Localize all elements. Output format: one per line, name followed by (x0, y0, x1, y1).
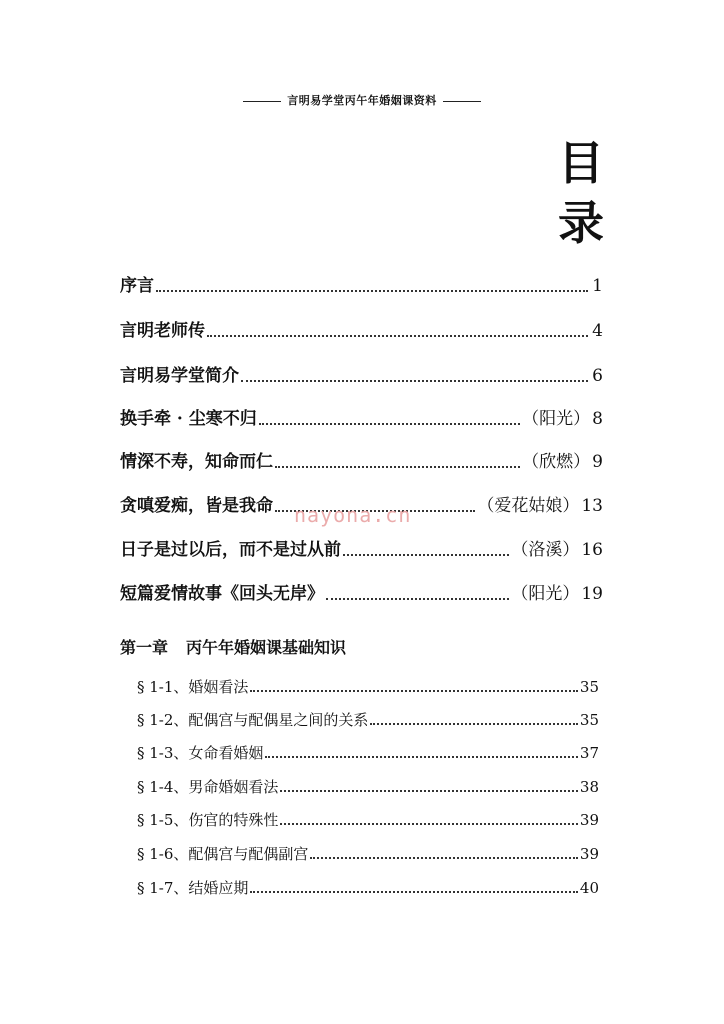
toc-entry-label: 言明易学堂简介 (120, 366, 239, 386)
toc-entry-page: 6 (592, 366, 603, 386)
toc-entry-author: （洛溪） (511, 540, 580, 560)
dot-leader (250, 891, 577, 893)
toc-entry-page: 16 (581, 540, 603, 560)
toc-section-label: § 1-4、男命婚姻看法 (137, 778, 279, 796)
watermark: nayona.cn (294, 503, 412, 527)
toc-section-page: 35 (579, 711, 599, 729)
toc-section[interactable] (137, 677, 599, 697)
toc-entry-author: （爱花姑娘） (477, 496, 580, 516)
toc-section-page: 35 (579, 678, 599, 696)
dot-leader (207, 335, 588, 337)
toc-section[interactable] (137, 710, 599, 730)
dot-leader (326, 598, 509, 600)
dot-leader (275, 466, 520, 468)
dot-leader (370, 723, 577, 725)
toc-section[interactable] (137, 844, 599, 864)
toc-entry-label: 序言 (120, 276, 154, 296)
toc-entry-author: （阳光） (522, 409, 591, 429)
toc-entry[interactable] (120, 320, 603, 342)
toc-section-label: § 1-6、配偶宫与配偶副宫 (137, 845, 309, 863)
toc-entry-page: 13 (581, 496, 603, 516)
toc-entry-author: （阳光） (511, 584, 580, 604)
toc-entry-label: 日子是过以后，而不是过从前 (120, 540, 341, 560)
toc-section-page: 39 (579, 845, 599, 863)
dot-leader (343, 554, 509, 556)
dot-leader (241, 380, 588, 382)
toc-section-label: § 1-5、伤官的特殊性 (137, 811, 279, 829)
toc-section-page: 38 (579, 778, 599, 796)
running-header (0, 92, 724, 108)
toc-title-char-1: 目 (558, 136, 604, 190)
chapter-number: 第一章 (120, 638, 169, 657)
toc-section-label: § 1-2、配偶宫与配偶星之间的关系 (137, 711, 369, 729)
toc-entry-page: 1 (592, 276, 603, 296)
toc-section-page: 37 (579, 744, 599, 762)
toc-entry-page: 4 (592, 321, 603, 341)
chapter-title: 丙午年婚姻课基础知识 (186, 638, 347, 657)
dot-leader (280, 790, 577, 792)
toc-title-char-2: 录 (558, 196, 604, 250)
dot-leader (280, 823, 577, 825)
dot-leader (310, 857, 577, 859)
toc-section[interactable] (137, 777, 599, 797)
toc-entry-label: 贪嗔爱痴，皆是我命 (120, 496, 273, 516)
toc-entry-page: 19 (581, 584, 603, 604)
toc-section-label: § 1-7、结婚应期 (137, 879, 249, 897)
toc-section[interactable] (137, 878, 599, 898)
toc-section[interactable] (137, 743, 599, 763)
dot-leader (259, 423, 520, 425)
toc-entry-author: （欣燃） (522, 452, 591, 472)
toc-entry[interactable] (120, 451, 603, 473)
toc-entry[interactable] (120, 365, 603, 387)
toc-entry-label: 情深不寿，知命而仁 (120, 452, 273, 472)
dot-leader (265, 756, 577, 758)
toc-entry[interactable] (120, 275, 603, 297)
toc-entry[interactable] (120, 583, 603, 605)
toc-entry-label: 换手牵 · 尘寒不归 (120, 409, 257, 429)
toc-entry-page: 9 (592, 452, 603, 472)
toc-entry-page: 8 (592, 409, 603, 429)
toc-entry[interactable] (120, 408, 603, 430)
toc-section-page: 39 (579, 811, 599, 829)
toc-section-label: § 1-1、婚姻看法 (137, 678, 249, 696)
dot-leader (250, 690, 577, 692)
header-rule-right (443, 101, 481, 102)
toc-entry-label: 短篇爱情故事《回头无岸》 (120, 584, 324, 604)
header-text: 言明易学堂丙午年婚姻课资料 (287, 94, 437, 107)
toc-section[interactable] (137, 810, 599, 830)
header-rule-left (243, 101, 281, 102)
chapter-heading[interactable] (120, 637, 346, 659)
toc-entry[interactable] (120, 539, 603, 561)
dot-leader (156, 290, 588, 292)
toc-section-label: § 1-3、女命看婚姻 (137, 744, 264, 762)
toc-section-page: 40 (579, 879, 599, 897)
toc-entry-label: 言明老师传 (120, 321, 205, 341)
